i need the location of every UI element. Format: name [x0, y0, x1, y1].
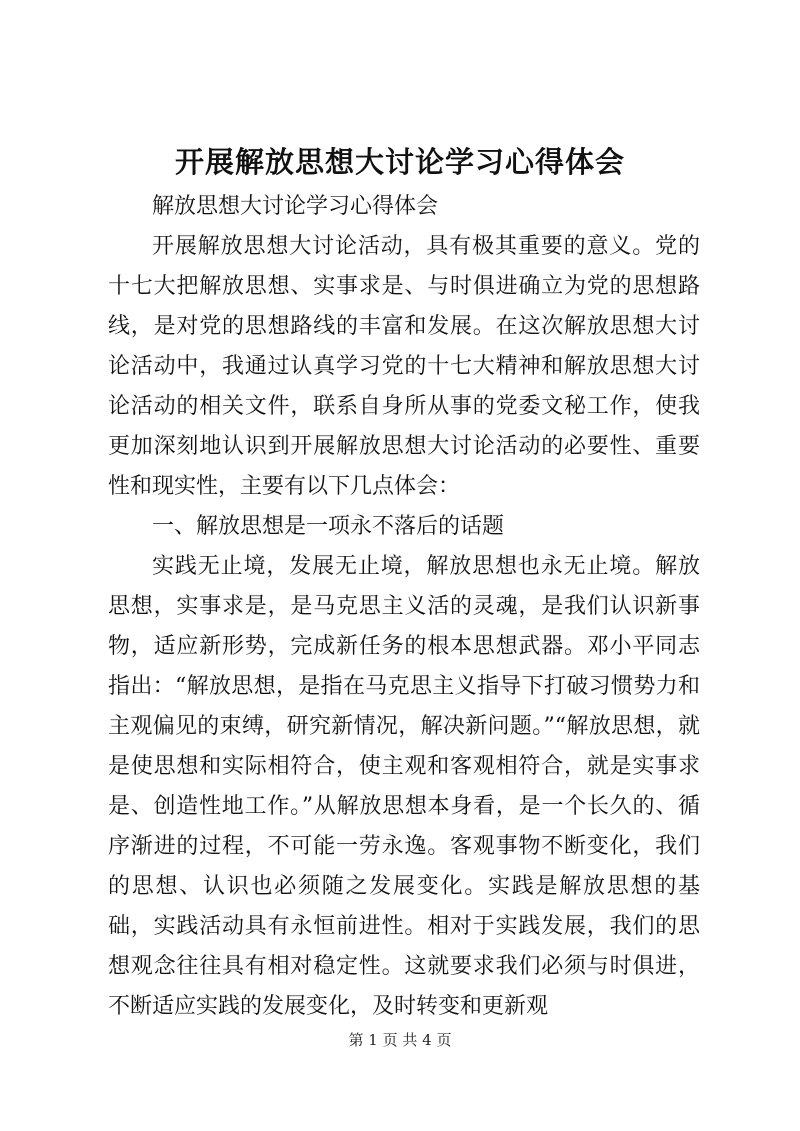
- document-title: 开展解放思想大讨论学习心得体会: [174, 145, 625, 179]
- subtitle-paragraph: 解放思想大讨论学习心得体会: [152, 194, 439, 219]
- intro-paragraph: 开展解放思想大讨论活动，具有极其重要的意义。党的十七大把解放思想、实事求是、与时俱进确立为党的思想路线，是对党的思想路线的丰富和发展。在这次解放思想大讨论活动中，我通过认真学习党的十七大精神和解放思想大讨论活动的相关文件，联系自身所从事的党委文秘工作，使我更加深刻地认识到开展解放思想大讨论活动的必要性、重要性和现实性，主要有以下几点体会：: [108, 234, 700, 499]
- section-paragraph: 实践无止境，发展无止境，解放思想也永无止境。解放思想，实事求是，是马克思主义活的灵魂，是我们认识新事物，适应新形势，完成新任务的根本思想武器。邓小平同志指出：“解放思想，是指在马克思主义指导下打破习惯势力和主观偏见的束缚，研究新情况，解决新问题。”“解放思想，就是使思想和实际相符合，使主观和客观相符合，就是实事求是、创造性地工作。”从解放思想本身看，是一个长久的、循序渐进的过程，不可能一劳永逸。客观事物不断变化，我们的思想、认识也必须随之发展变化。实践是解放思想的基础，实践活动具有永恒前进性。相对于实践发展，我们的思想观念往往具有相对稳定性。这就要求我们必须与时俱进，不断适应实践的发展变化，及时转变和更新观: [108, 554, 700, 1019]
- document-body: [108, 187, 700, 1027]
- page-footer: 第 1 页 共 4 页: [348, 1031, 452, 1049]
- section-heading: 一、解放思想是一项永不落后的话题: [152, 514, 505, 539]
